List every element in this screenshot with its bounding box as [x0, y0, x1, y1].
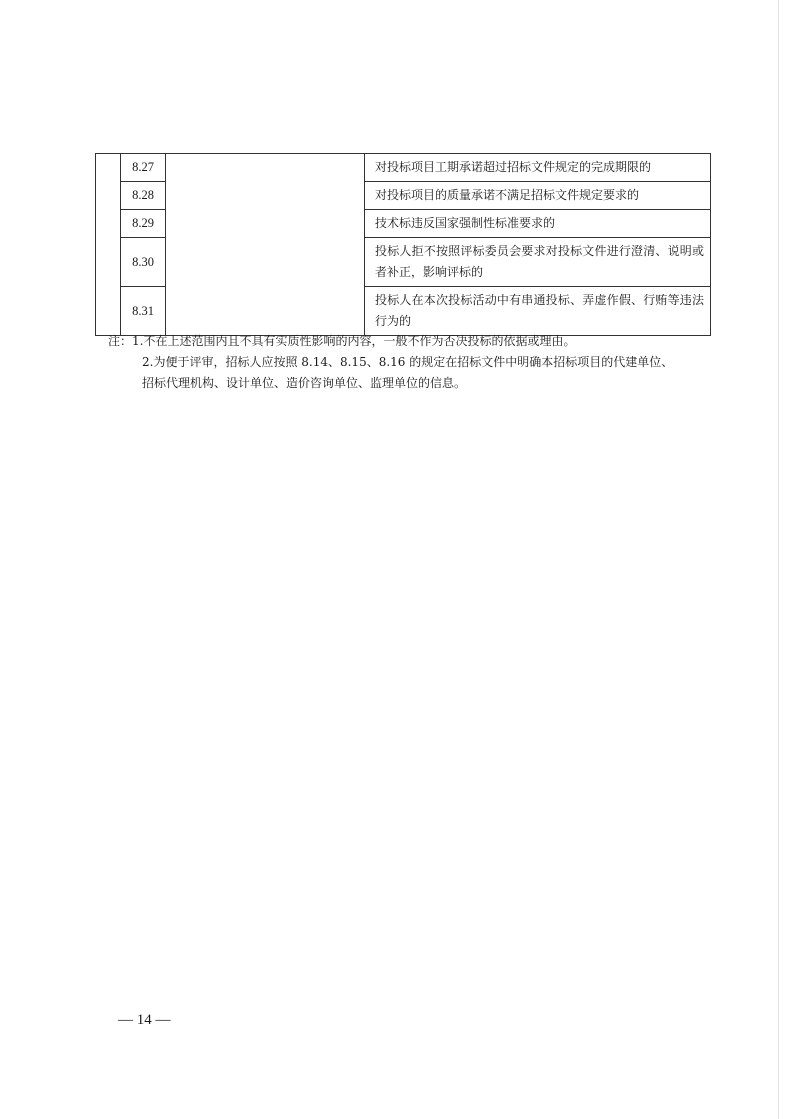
note-2-line-1: 2.为便于评审，招标人应按照 8.14、8.15、8.16 的规定在招标文件中明确本招标项目的代建单位、: [142, 355, 674, 369]
clause-description: 对投标项目工期承诺超过招标文件规定的完成期限的: [365, 154, 711, 182]
clause-description: 对投标项目的质量承诺不满足招标文件规定要求的: [365, 182, 711, 210]
note-2-line-2: 招标代理机构、设计单位、造价咨询单位、监理单位的信息。: [142, 376, 467, 390]
clause-description: 技术标违反国家强制性标准要求的: [365, 210, 711, 238]
table-row: [96, 154, 711, 182]
note-prefix: 注：: [108, 334, 133, 348]
page-edge-line: [778, 0, 779, 1119]
note-1: [108, 331, 708, 352]
table-notes: [108, 331, 708, 394]
clause-description: 投标人拒不按照评标委员会要求对投标文件进行澄清、说明或者补正，影响评标的: [365, 238, 711, 287]
clause-number: 8.28: [121, 182, 166, 210]
category-cell: [96, 154, 121, 336]
clause-number: 8.31: [121, 287, 166, 336]
page-number: — 14 —: [118, 1012, 171, 1028]
disqualification-table: [95, 153, 711, 336]
clause-number: 8.27: [121, 154, 166, 182]
blank-cell: [166, 154, 365, 336]
clause-number: 8.29: [121, 210, 166, 238]
clause-description: 投标人在本次投标活动中有串通投标、弄虚作假、行贿等违法行为的: [365, 287, 711, 336]
clause-number: 8.30: [121, 238, 166, 287]
note-1-text: 1.不在上述范围内且不具有实质性影响的内容，一般不作为否决投标的依据或理由。: [132, 334, 576, 348]
